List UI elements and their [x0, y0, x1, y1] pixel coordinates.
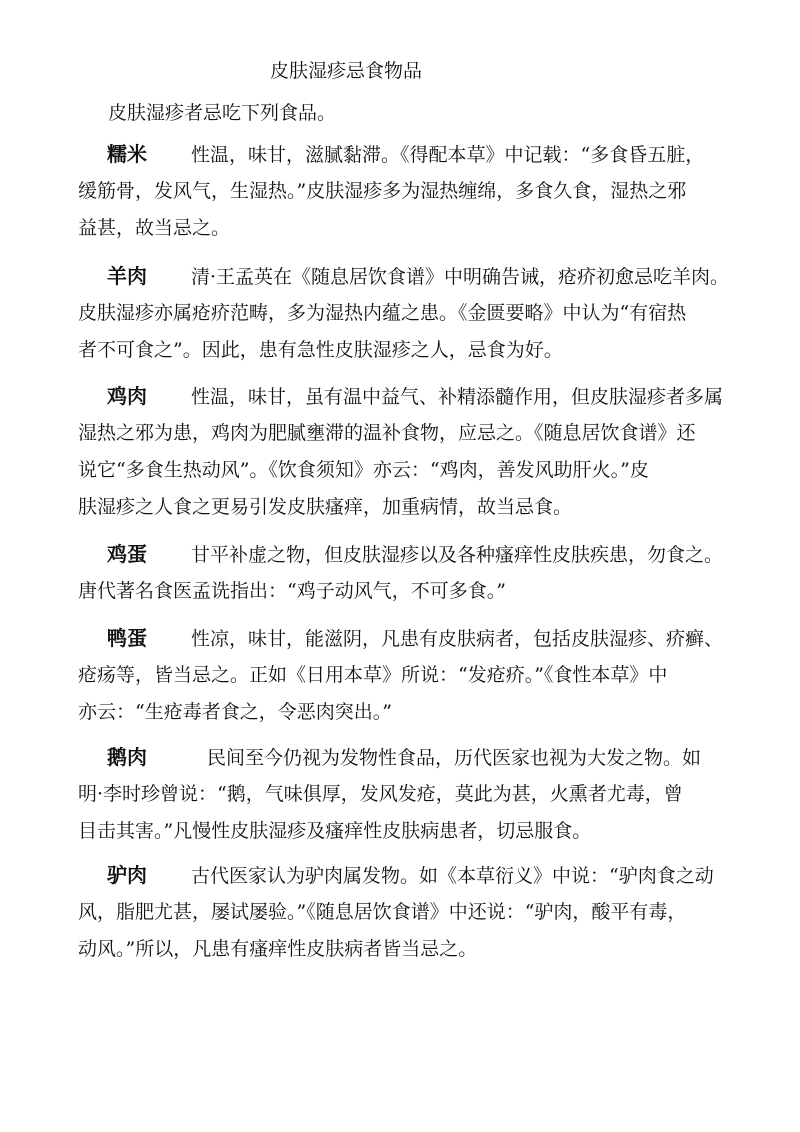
entry-text-line: 风，脂肥尤甚，屡试屡验。”《随息居饮食谱》中还说：“驴肉，酸平有毒， — [78, 901, 687, 923]
entry-text-line: 性凉，味甘，能滋阴，凡患有皮肤病者，包括皮肤湿疹、疥癣、 — [191, 628, 724, 650]
entry-term: 羊肉 — [107, 264, 147, 288]
entry-donkey — [78, 862, 768, 973]
entry-text-line: 肤湿疹之人食之更易引发皮肤瘙痒，加重病情，故当忌食。 — [78, 496, 573, 518]
entry-text-line: 古代医家认为驴肉属发物。如《本草衍义》中说：“驴肉食之动 — [191, 865, 714, 887]
entry-text-line: 明·李时珍曾说：“鹅，气味俱厚，发风发疮，莫此为甚，火熏者尤毒，曾 — [78, 783, 683, 805]
entry-goose — [78, 744, 768, 855]
entry-term: 鹅肉 — [107, 745, 147, 769]
entry-term: 糯米 — [107, 142, 147, 166]
entry-term: 鸭蛋 — [107, 626, 147, 650]
intro-line: 皮肤湿疹者忌吃下列食品。 — [108, 102, 337, 124]
entry-text-line: 清·王孟英在《随息居饮食谱》中明确告诫，疮疥初愈忌吃羊肉。 — [191, 266, 730, 288]
entry-text-line: 者不可食之”。因此，患有急性皮肤湿疹之人，忌食为好。 — [78, 339, 563, 361]
entry-chicken-egg — [78, 541, 768, 615]
entry-text-line: 说它“多食生热动风”。《饮食须知》亦云：“鸡肉，善发风助肝火。”皮 — [78, 459, 649, 481]
entry-text-line: 唐代著名食医孟诜指出：“鸡子动风气，不可多食。” — [78, 580, 506, 602]
entry-text-line: 动风。”所以，凡患有瘙痒性皮肤病者皆当忌之。 — [78, 938, 478, 960]
entry-text-line: 目击其害。”凡慢性皮肤湿疹及瘙痒性皮肤病患者，切忌服食。 — [78, 820, 592, 842]
entry-text-line: 缓筋骨，发风气，生湿热。”皮肤湿疹多为湿热缠绵，多食久食，湿热之邪 — [78, 180, 687, 202]
entry-text-line: 湿热之邪为患，鸡肉为肥腻壅滞的温补食物，应忌之。《随息居饮食谱》还 — [78, 422, 696, 444]
entry-glutinous-rice — [78, 141, 768, 252]
entry-text-line: 民间至今仍视为发物性食品，历代医家也视为大发之物。如 — [207, 747, 702, 769]
entry-text-line: 性温，味甘，滋腻黏滞。《得配本草》中记载：“多食昏五脏， — [191, 144, 705, 166]
entry-text-line: 性温，味甘，虽有温中益气、补精添髓作用，但皮肤湿疹者多属 — [191, 386, 724, 408]
document-title: 皮肤湿疹忌食物品 — [270, 60, 423, 82]
entry-mutton — [78, 263, 768, 374]
entry-term: 鸡蛋 — [107, 542, 147, 566]
entry-term: 鸡肉 — [107, 384, 147, 408]
entry-text-line: 疮疡等，皆当忌之。正如《日用本草》所说：“发疮疥。”《食性本草》中 — [78, 664, 668, 686]
entry-chicken — [78, 383, 768, 531]
entry-text-line: 益甚，故当忌之。 — [78, 217, 231, 239]
entry-text-line: 甘平补虚之物，但皮肤湿疹以及各种瘙痒性皮肤疾患，勿食之。 — [191, 544, 724, 566]
entry-text-line: 亦云：“生疮毒者食之，令恶肉突出。” — [78, 701, 392, 723]
entry-text-line: 皮肤湿疹亦属疮疥范畴，多为湿热内蕴之患。《金匮要略》中认为“有宿热 — [78, 302, 687, 324]
entry-term: 驴肉 — [107, 863, 147, 887]
entry-duck-egg — [78, 625, 768, 736]
